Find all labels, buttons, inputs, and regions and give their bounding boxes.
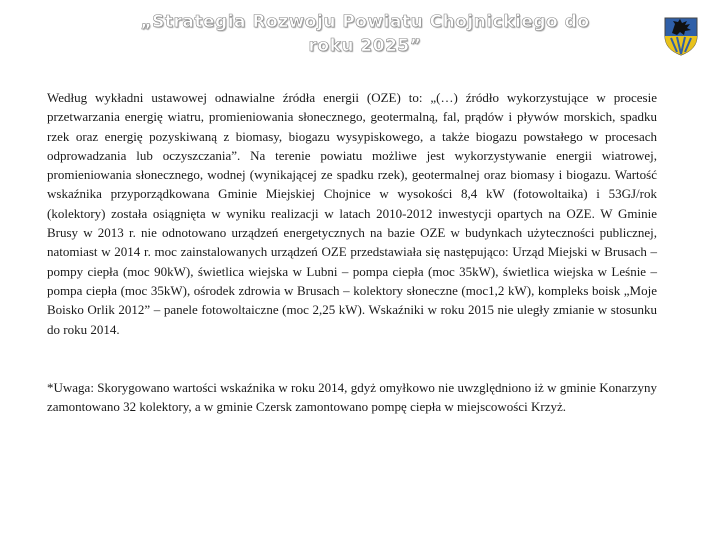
county-coat-of-arms-icon — [663, 16, 699, 56]
page-title: „Strategia Rozwoju Powiatu Chojnickiego do roku 2025” — [140, 12, 590, 56]
main-paragraph: Według wykładni ustawowej odnawialne źródła energii (OZE) to: „(…) źródło wykorzystujące w procesie przetwarzania energię wiatru, promieniowania słonecznego, geotermalną, fal, prądów i pływów morskich, spadku rzek oraz energię pozyskiwaną z biomasy, biogazu wysypiskowego, a także biogazu powstałego w procesach odprowadzania lub oczyszczania”. Na terenie powiatu możliwe jest wykorzystywanie energii wiatrowej, promieniowania słonecznego, wodnej (wynikającej ze spadku rzek), geotermalnej oraz biomasy i biogazu. Wartość wskaźnika przyporządkowana Gminie Miejskiej Chojnice w wysokości 8,4 kW (fotowoltaika) i 53GJ/rok (kolektory) została osiągnięta w wyniku realizacji w latach 2010-2012 inwestycji opartych na OZE. W Gminie Brusy w 2013 r. nie odnotowano urządzeń energetycznych na bazie OZE w budynkach użyteczności publicznej, natomiast w 2014 r. moc zainstalowanych urządzeń OZE przedstawiała się następująco: Urząd Miejski w Brusach – pompy ciepła (moc 90kW), świetlica wiejska w Lubni – pompa ciepła (moc 35kW), świetlica wiejska w Leśnie – pompa ciepła (moc 35kW), ośrodek zdrowia w Brusach – kolektory słoneczne (moc1,2 kW), kompleks boisk „Moje Boisko Orlik 2012” – panele fotowoltaiczne (moc 2,25 kW). Wskaźniki w roku 2015 nie uległy zmianie w stosunku do roku 2014. — [47, 90, 657, 337]
correction-note: *Uwaga: Skorygowano wartości wskaźnika w roku 2014, gdyż omyłkowo nie uwzględniono iż w gminie Konarzyny zamontowano 32 kolektory, a w gminie Czersk zamontowano pompę ciepła w miejscowości Krzyż. — [47, 380, 657, 415]
